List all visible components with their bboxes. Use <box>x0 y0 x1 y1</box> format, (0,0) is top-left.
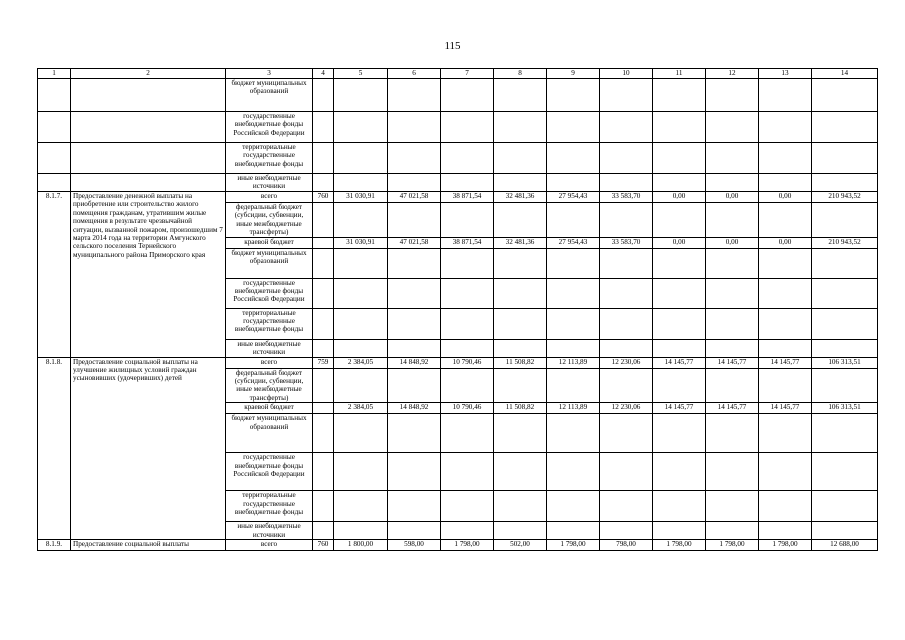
value-cell <box>441 143 494 174</box>
column-header: 1 <box>38 69 71 79</box>
column-header-row <box>38 69 878 79</box>
value-cell <box>334 339 388 357</box>
description-cell <box>71 79 226 112</box>
value-cell: 14 848,92 <box>388 403 441 414</box>
column-header: 14 <box>812 69 878 79</box>
funding-source-cell: государственные внебюджетные фонды Российской Федерации <box>226 453 313 491</box>
value-cell <box>494 453 547 491</box>
value-cell <box>388 453 441 491</box>
value-cell <box>759 248 812 278</box>
value-cell <box>388 203 441 238</box>
value-cell <box>547 143 600 174</box>
value-cell <box>653 339 706 357</box>
value-cell <box>706 143 759 174</box>
value-cell <box>441 203 494 238</box>
value-cell <box>334 453 388 491</box>
value-cell <box>653 308 706 339</box>
value-cell <box>759 368 812 403</box>
value-cell <box>388 143 441 174</box>
item-total-row <box>38 540 878 551</box>
value-cell <box>388 522 441 540</box>
column-header: 9 <box>547 69 600 79</box>
value-cell <box>334 414 388 453</box>
value-cell: 14 145,77 <box>653 403 706 414</box>
code-cell <box>38 174 71 192</box>
grbs-cell: 760 <box>313 540 334 551</box>
total-value-cell <box>812 248 878 278</box>
funding-source-cell: бюджет муниципальных образований <box>226 414 313 453</box>
value-cell: 47 021,58 <box>388 237 441 248</box>
value-cell <box>547 79 600 112</box>
funding-source-cell: иные внебюджетные источники <box>226 339 313 357</box>
grbs-cell <box>313 339 334 357</box>
column-header: 4 <box>313 69 334 79</box>
value-cell <box>334 522 388 540</box>
column-header: 6 <box>388 69 441 79</box>
value-cell: 32 481,36 <box>494 237 547 248</box>
item-code: 8.1.7. <box>38 192 71 358</box>
value-cell <box>759 278 812 308</box>
code-cell <box>38 112 71 143</box>
value-cell <box>547 491 600 522</box>
value-cell <box>388 308 441 339</box>
value-cell <box>334 278 388 308</box>
value-cell <box>334 174 388 192</box>
value-cell <box>494 112 547 143</box>
value-cell <box>334 203 388 238</box>
value-cell <box>706 174 759 192</box>
value-cell <box>653 203 706 238</box>
value-cell <box>706 491 759 522</box>
value-cell <box>388 174 441 192</box>
total-value-cell <box>812 491 878 522</box>
column-header: 5 <box>334 69 388 79</box>
funding-source-cell: федеральный бюджет (субсидии, субвенции, иные межбюджетные трансферты) <box>226 368 313 403</box>
value-cell <box>547 248 600 278</box>
value-cell <box>547 368 600 403</box>
total-value-cell <box>812 203 878 238</box>
value-cell: 798,00 <box>600 540 653 551</box>
value-cell <box>388 414 441 453</box>
grbs-cell <box>313 79 334 112</box>
value-cell <box>706 203 759 238</box>
value-cell <box>441 491 494 522</box>
value-cell <box>600 368 653 403</box>
value-cell <box>600 203 653 238</box>
value-cell: 14 145,77 <box>706 403 759 414</box>
column-header: 2 <box>71 69 226 79</box>
value-cell <box>494 143 547 174</box>
value-cell <box>441 112 494 143</box>
value-cell <box>388 339 441 357</box>
column-header: 12 <box>706 69 759 79</box>
value-cell <box>547 522 600 540</box>
value-cell <box>334 143 388 174</box>
value-cell: 1 798,00 <box>441 540 494 551</box>
value-cell <box>706 248 759 278</box>
column-header: 10 <box>600 69 653 79</box>
value-cell <box>653 278 706 308</box>
description-cell <box>71 112 226 143</box>
value-cell <box>759 414 812 453</box>
value-cell: 12 230,06 <box>600 357 653 368</box>
budget-table <box>37 68 878 551</box>
grbs-cell <box>313 112 334 143</box>
value-cell <box>812 174 878 192</box>
grbs-cell <box>313 414 334 453</box>
funding-source-cell: территориальные государственные внебюджетные фонды <box>226 308 313 339</box>
value-cell: 12 230,06 <box>600 403 653 414</box>
value-cell <box>547 453 600 491</box>
funding-source-cell: бюджет муниципальных образований <box>226 248 313 278</box>
grbs-cell: 759 <box>313 357 334 368</box>
column-header: 8 <box>494 69 547 79</box>
value-cell <box>494 491 547 522</box>
value-cell <box>759 203 812 238</box>
value-cell <box>441 339 494 357</box>
value-cell: 11 508,82 <box>494 403 547 414</box>
value-cell <box>653 491 706 522</box>
item-description: Предоставление социальной выплаты <box>71 540 226 551</box>
item-total-row <box>38 192 878 203</box>
value-cell: 14 848,92 <box>388 357 441 368</box>
grbs-cell <box>313 491 334 522</box>
value-cell <box>388 112 441 143</box>
value-cell <box>600 248 653 278</box>
value-cell <box>812 79 878 112</box>
value-cell <box>441 308 494 339</box>
value-cell <box>600 491 653 522</box>
description-cell <box>71 143 226 174</box>
total-value-cell: 210 943,52 <box>812 192 878 203</box>
value-cell <box>759 339 812 357</box>
funding-source-cell: краевой бюджет <box>226 403 313 414</box>
value-cell <box>547 203 600 238</box>
funding-source-cell: всего <box>226 357 313 368</box>
value-cell <box>494 278 547 308</box>
value-cell: 0,00 <box>706 237 759 248</box>
value-cell <box>547 112 600 143</box>
funding-source-cell: территориальные государственные внебюджетные фонды <box>226 143 313 174</box>
description-cell <box>71 174 226 192</box>
value-cell <box>494 248 547 278</box>
value-cell <box>388 79 441 112</box>
total-value-cell <box>812 308 878 339</box>
value-cell: 27 954,43 <box>547 192 600 203</box>
funding-source-cell: федеральный бюджет (субсидии, субвенции, иные межбюджетные трансферты) <box>226 203 313 238</box>
column-header: 13 <box>759 69 812 79</box>
value-cell <box>441 79 494 112</box>
value-cell <box>706 522 759 540</box>
funding-source-cell: государственные внебюджетные фонды Российской Федерации <box>226 112 313 143</box>
total-value-cell: 12 688,00 <box>812 540 878 551</box>
value-cell <box>441 248 494 278</box>
value-cell <box>494 308 547 339</box>
value-cell <box>653 174 706 192</box>
value-cell: 33 583,70 <box>600 237 653 248</box>
total-value-cell: 106 313,51 <box>812 357 878 368</box>
grbs-cell <box>313 237 334 248</box>
grbs-cell <box>313 143 334 174</box>
value-cell <box>706 453 759 491</box>
value-cell: 1 798,00 <box>759 540 812 551</box>
value-cell <box>759 143 812 174</box>
value-cell: 0,00 <box>653 192 706 203</box>
value-cell <box>759 308 812 339</box>
grbs-cell <box>313 278 334 308</box>
value-cell <box>812 112 878 143</box>
value-cell <box>759 174 812 192</box>
value-cell <box>441 278 494 308</box>
item-code: 8.1.9. <box>38 540 71 551</box>
value-cell <box>653 79 706 112</box>
total-value-cell: 106 313,51 <box>812 403 878 414</box>
value-cell <box>388 491 441 522</box>
column-header: 11 <box>653 69 706 79</box>
value-cell <box>494 174 547 192</box>
value-cell <box>334 491 388 522</box>
value-cell <box>600 278 653 308</box>
grbs-cell <box>313 403 334 414</box>
page-number: 115 <box>444 40 461 52</box>
item-total-row <box>38 357 878 368</box>
value-cell <box>441 174 494 192</box>
value-cell <box>706 79 759 112</box>
value-cell <box>600 79 653 112</box>
total-value-cell <box>812 453 878 491</box>
value-cell <box>653 112 706 143</box>
value-cell <box>600 308 653 339</box>
value-cell <box>547 414 600 453</box>
value-cell <box>441 453 494 491</box>
value-cell <box>441 414 494 453</box>
value-cell <box>334 112 388 143</box>
value-cell: 38 871,54 <box>441 237 494 248</box>
value-cell <box>334 368 388 403</box>
value-cell <box>600 143 653 174</box>
value-cell <box>600 453 653 491</box>
grbs-cell <box>313 368 334 403</box>
grbs-cell <box>313 174 334 192</box>
code-cell <box>38 143 71 174</box>
code-cell <box>38 79 71 112</box>
value-cell: 10 790,46 <box>441 403 494 414</box>
column-header: 3 <box>226 69 313 79</box>
value-cell <box>334 79 388 112</box>
value-cell: 31 030,91 <box>334 237 388 248</box>
value-cell <box>547 174 600 192</box>
value-cell <box>494 339 547 357</box>
value-cell <box>706 339 759 357</box>
funding-source-cell: всего <box>226 540 313 551</box>
value-cell <box>334 308 388 339</box>
funding-source-cell: краевой бюджет <box>226 237 313 248</box>
item-code: 8.1.8. <box>38 357 71 540</box>
total-value-cell <box>812 522 878 540</box>
value-cell <box>388 248 441 278</box>
value-cell: 14 145,77 <box>706 357 759 368</box>
value-cell: 598,00 <box>388 540 441 551</box>
table-row <box>38 79 878 112</box>
funding-source-cell: иные внебюджетные источники <box>226 522 313 540</box>
value-cell <box>759 79 812 112</box>
value-cell <box>441 368 494 403</box>
value-cell: 0,00 <box>759 237 812 248</box>
value-cell <box>653 248 706 278</box>
grbs-cell <box>313 248 334 278</box>
item-description: Предоставление социальной выплаты на улучшение жилищных условий граждан усыновивших (удочеривших) детей <box>71 357 226 540</box>
value-cell <box>653 453 706 491</box>
value-cell <box>547 339 600 357</box>
value-cell <box>334 248 388 278</box>
value-cell: 1 798,00 <box>547 540 600 551</box>
value-cell <box>388 278 441 308</box>
value-cell <box>759 491 812 522</box>
value-cell <box>706 112 759 143</box>
value-cell: 10 790,46 <box>441 357 494 368</box>
value-cell <box>494 203 547 238</box>
value-cell <box>706 278 759 308</box>
value-cell <box>441 522 494 540</box>
total-value-cell <box>812 339 878 357</box>
value-cell <box>494 79 547 112</box>
value-cell <box>600 112 653 143</box>
funding-source-cell: бюджет муниципальных образований <box>226 79 313 112</box>
table-row <box>38 112 878 143</box>
value-cell: 0,00 <box>759 192 812 203</box>
grbs-cell: 760 <box>313 192 334 203</box>
value-cell: 38 871,54 <box>441 192 494 203</box>
value-cell: 1 798,00 <box>706 540 759 551</box>
value-cell: 12 113,89 <box>547 357 600 368</box>
value-cell <box>706 414 759 453</box>
value-cell <box>494 522 547 540</box>
value-cell <box>653 368 706 403</box>
value-cell <box>547 308 600 339</box>
value-cell <box>812 143 878 174</box>
funding-source-cell: иные внебюджетные источники <box>226 174 313 192</box>
value-cell: 2 384,05 <box>334 357 388 368</box>
value-cell: 502,00 <box>494 540 547 551</box>
value-cell <box>600 414 653 453</box>
value-cell: 1 800,00 <box>334 540 388 551</box>
value-cell <box>600 174 653 192</box>
total-value-cell <box>812 414 878 453</box>
value-cell: 11 508,82 <box>494 357 547 368</box>
value-cell <box>706 308 759 339</box>
table-row <box>38 143 878 174</box>
value-cell: 2 384,05 <box>334 403 388 414</box>
grbs-cell <box>313 453 334 491</box>
value-cell <box>653 522 706 540</box>
column-header: 7 <box>441 69 494 79</box>
table-row <box>38 174 878 192</box>
value-cell: 14 145,77 <box>759 403 812 414</box>
grbs-cell <box>313 522 334 540</box>
funding-source-cell: государственные внебюджетные фонды Российской Федерации <box>226 278 313 308</box>
funding-source-cell: территориальные государственные внебюджетные фонды <box>226 491 313 522</box>
value-cell: 47 021,58 <box>388 192 441 203</box>
grbs-cell <box>313 308 334 339</box>
total-value-cell <box>812 278 878 308</box>
value-cell: 0,00 <box>653 237 706 248</box>
value-cell <box>759 522 812 540</box>
value-cell: 33 583,70 <box>600 192 653 203</box>
value-cell <box>547 278 600 308</box>
value-cell: 31 030,91 <box>334 192 388 203</box>
value-cell <box>759 453 812 491</box>
value-cell: 0,00 <box>706 192 759 203</box>
value-cell <box>653 414 706 453</box>
value-cell: 1 798,00 <box>653 540 706 551</box>
value-cell: 32 481,36 <box>494 192 547 203</box>
funding-source-cell: всего <box>226 192 313 203</box>
item-description: Предоставление денежной выплаты на приобретение или строительство жилого помещения гражданам, утратившим жилые помещения в результате чрезвычайной ситуации, вызванной пожаром, произошедшим 7 марта 2014 года на территории Амгунского сельского поселения Тернейского муниципального района Приморского края <box>71 192 226 358</box>
value-cell <box>653 143 706 174</box>
value-cell <box>494 414 547 453</box>
value-cell <box>600 339 653 357</box>
value-cell: 14 145,77 <box>653 357 706 368</box>
total-value-cell <box>812 368 878 403</box>
table-body <box>38 69 878 551</box>
value-cell: 12 113,89 <box>547 403 600 414</box>
value-cell: 14 145,77 <box>759 357 812 368</box>
value-cell <box>494 368 547 403</box>
total-value-cell: 210 943,52 <box>812 237 878 248</box>
value-cell: 27 954,43 <box>547 237 600 248</box>
grbs-cell <box>313 203 334 238</box>
value-cell <box>388 368 441 403</box>
value-cell <box>600 522 653 540</box>
value-cell <box>759 112 812 143</box>
value-cell <box>706 368 759 403</box>
